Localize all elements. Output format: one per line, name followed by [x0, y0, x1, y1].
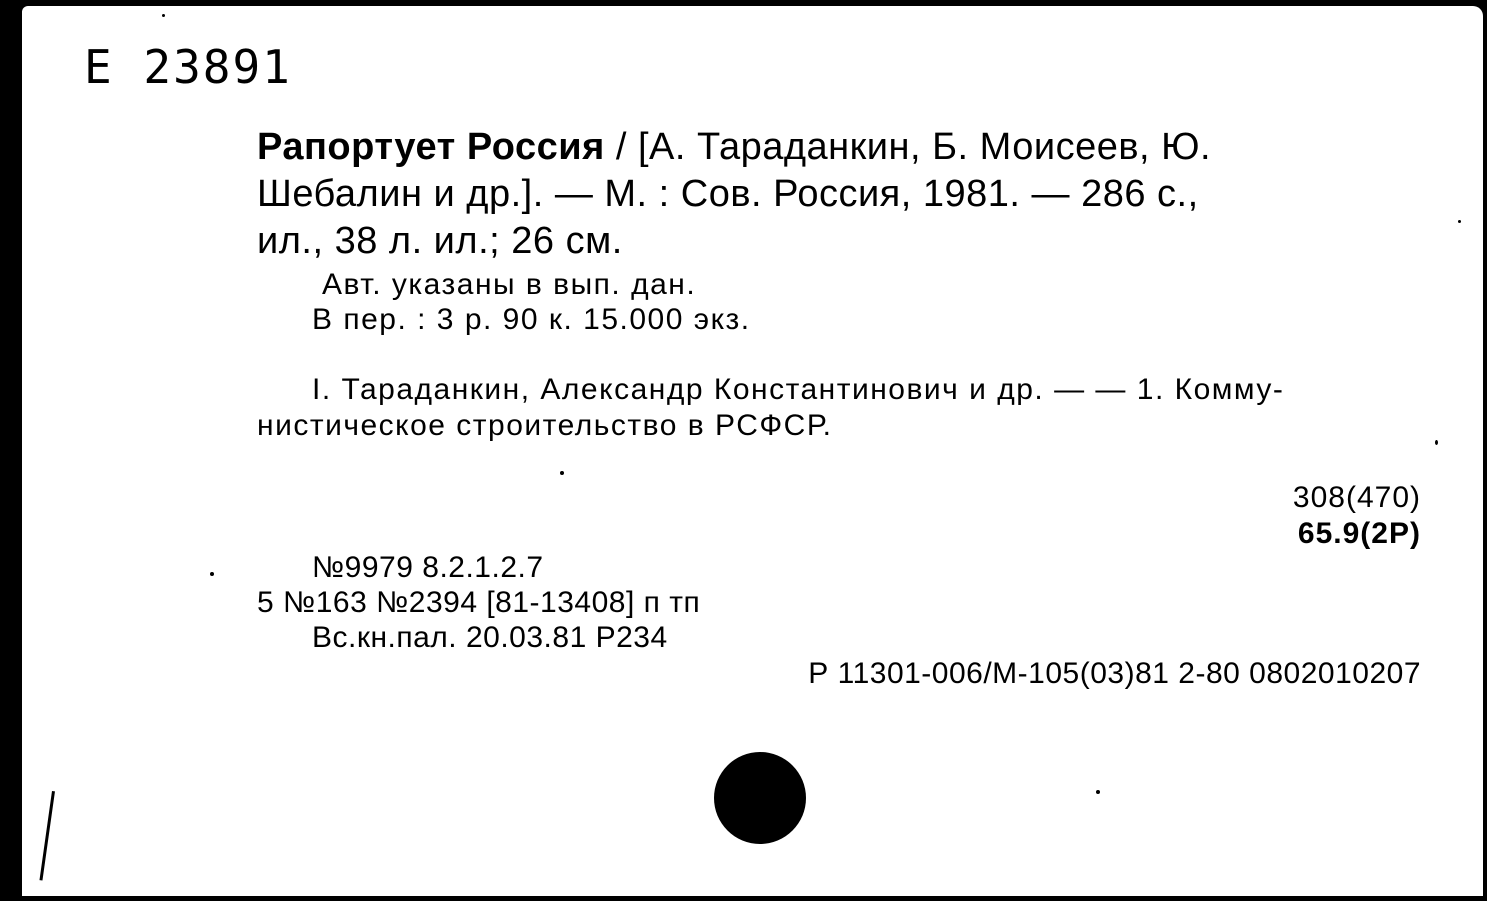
authors-statement: / [А. Тараданкин, Б. Моисеев, Ю. [604, 126, 1212, 168]
ink-speck [1096, 790, 1100, 794]
pen-mark [39, 791, 54, 881]
tracing-line-1: I. Тараданкин, Александр Константинович и др. — — 1. Комму- [312, 373, 1285, 406]
biblio-line-1: №9979 8.2.1.2.7 [312, 551, 544, 584]
punch-hole [714, 752, 806, 844]
ink-speck [560, 471, 564, 475]
main-entry-line-2: Шебалин и др.]. — М. : Сов. Россия, 1981. — 286 с., [257, 173, 1199, 215]
ink-speck [1458, 220, 1461, 223]
catalog-card [22, 6, 1483, 896]
note-authors: Авт. указаны в вып. дан. [322, 268, 697, 301]
call-number: Е 23891 [84, 40, 292, 94]
udc-number: 308(470) [1292, 481, 1421, 514]
main-entry-line-3: ил., 38 л. ил.; 26 см. [257, 220, 623, 262]
note-price-print-run: В пер. : 3 р. 90 к. 15.000 экз. [312, 303, 751, 336]
ink-speck [162, 14, 165, 17]
main-entry-line-1 [257, 124, 1211, 171]
bbk-number: 65.9(2Р) [1297, 517, 1421, 550]
ink-speck [210, 572, 214, 576]
ink-speck [1435, 440, 1438, 445]
tracing-line-2: нистическое строительство в РСФСР. [257, 409, 833, 442]
biblio-line-2: 5 №163 №2394 [81-13408] п тп [257, 586, 701, 619]
biblio-line-3: Вс.кн.пал. 20.03.81 Р234 [312, 621, 668, 654]
biblio-line-4: Р 11301-006/М-105(03)81 2-80 0802010207 [808, 657, 1421, 690]
book-title: Рапортует Россия [257, 126, 605, 168]
